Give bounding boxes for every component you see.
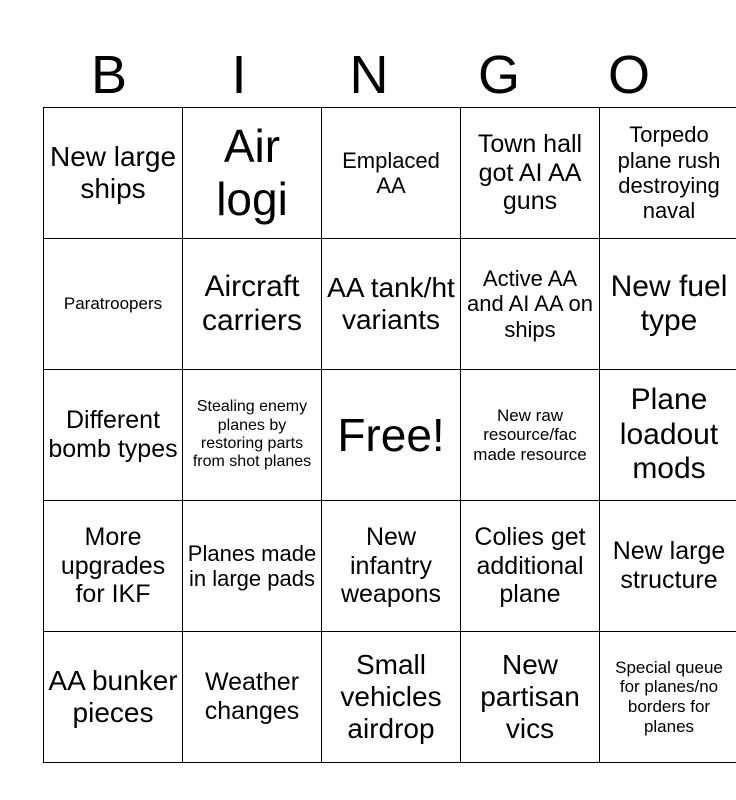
board-row [44,370,736,501]
bingo-cell: AA bunker pieces [44,632,183,763]
bingo-cell: New large structure [600,501,736,632]
bingo-cell: New large ships [44,108,183,239]
bingo-cell: Small vehicles airdrop [322,632,461,763]
bingo-board [43,107,736,763]
bingo-cell: Emplaced AA [322,108,461,239]
free-space-cell: Free! [322,370,461,501]
header-letter-o: O [607,45,650,105]
bingo-cell: Planes made in large pads [183,501,322,632]
bingo-cell: Plane loadout mods [600,370,736,501]
bingo-cell: New raw resource/fac made resource [461,370,600,501]
header-letter-b: B [90,45,128,105]
bingo-cell: Special queue for planes/no borders for planes [600,632,736,763]
bingo-cell: Town hall got AI AA guns [461,108,600,239]
bingo-cell: Aircraft carriers [183,239,322,370]
bingo-cell: Different bomb types [44,370,183,501]
bingo-cell: Paratroopers [44,239,183,370]
bingo-cell: AA tank/ht variants [322,239,461,370]
bingo-cell: New fuel type [600,239,736,370]
bingo-cell: Colies get additional plane [461,501,600,632]
header-letter-n: N [349,45,389,105]
bingo-cell: Active AA and AI AA on ships [461,239,600,370]
bingo-header [44,46,694,104]
bingo-cell: New partisan vics [461,632,600,763]
board-row [44,501,736,632]
bingo-cell: Torpedo plane rush destroying naval [600,108,736,239]
board-row [44,239,736,370]
bingo-cell: More upgrades for IKF [44,501,183,632]
bingo-cell: Weather changes [183,632,322,763]
bingo-cell: Stealing enemy planes by restoring parts from shot planes [183,370,322,501]
header-letter-g: G [477,45,520,105]
board-row [44,632,736,763]
bingo-cell: New infantry weapons [322,501,461,632]
bingo-cell: Air logi [183,108,322,239]
header-letter-i: I [231,45,247,105]
board-row [44,108,736,239]
